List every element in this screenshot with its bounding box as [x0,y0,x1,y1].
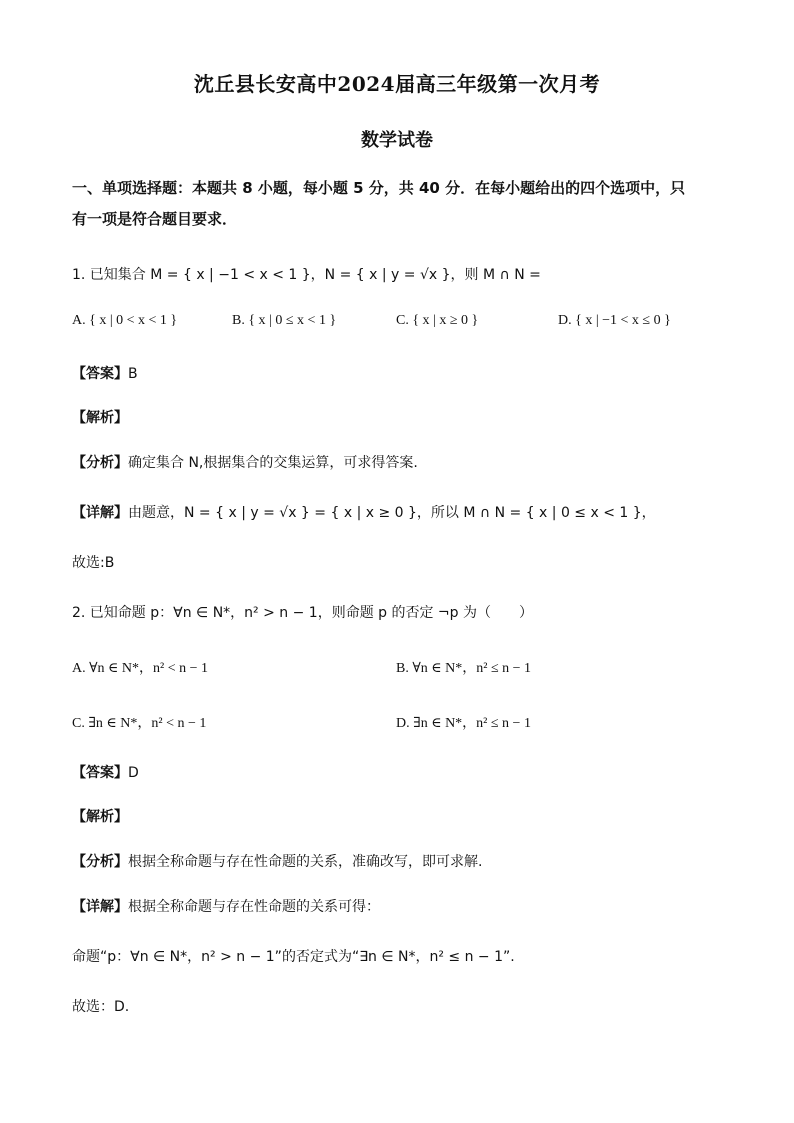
q1-answer-line [72,363,138,383]
q2-conclusion: 故选：D. [72,999,130,1015]
section-heading-line2: 有一项是符合题目要求． [72,210,238,228]
section-heading-line1: 一、单项选择题：本题共 8 小题，每小题 5 分，共 40 分．在每小题给出的四个选项中，只 [72,179,686,197]
q2-option-c: C. ∃n ∈ N*，n² < n − 1 [72,716,207,731]
q1-option-d: D. { x | −1 < x ≤ 0 } [558,313,671,328]
q1-analysis-heading: 【解析】 [72,410,128,426]
q1-analysis-line [72,452,418,472]
q2-answer: D [128,765,139,781]
q2-stem: 2. 已知命题 p：∀n ∈ N*，n² > n − 1，则命题 p 的否定 ¬p 为（ ） [72,605,533,621]
q2-detail-line2: 命题“p：∀n ∈ N*，n² > n − 1”的否定式为“∃n ∈ N*，n² ≤ n − 1”. [72,949,515,965]
q2-analysis-tag: 【分析】 [72,854,128,870]
q2-analysis-line [72,851,482,871]
page-title: 沈丘县长安高中2024届高三年级第一次月考 [193,72,601,96]
q1-answer: B [128,366,138,382]
q2-analysis: 根据全称命题与存在性命题的关系，准确改写，即可求解. [128,854,483,870]
q2-option-a: A. ∀n ∈ N*，n² < n − 1 [72,661,209,676]
q2-answer-tag: 【答案】 [72,765,128,781]
q1-conclusion: 故选:B [72,555,115,571]
page-subtitle: 数学试卷 [361,130,433,151]
q1-analysis: 确定集合 N,根据集合的交集运算，可求得答案. [128,455,418,471]
q1-detail-tag: 【详解】 [72,505,128,521]
q2-analysis-heading: 【解析】 [72,809,128,825]
q1-option-a: A. { x | 0 < x < 1 } [72,313,178,328]
q2-detail-tag: 【详解】 [72,899,128,915]
q1-option-c: C. { x | x ≥ 0 } [396,313,479,328]
q1-answer-tag: 【答案】 [72,366,128,382]
q2-answer-line [72,762,139,782]
q2-option-b: B. ∀n ∈ N*，n² ≤ n − 1 [396,661,532,676]
q1-analysis-tag: 【分析】 [72,455,128,471]
q2-detail: 根据全称命题与存在性命题的关系可得： [128,899,380,915]
q2-detail-line [72,896,380,916]
q1-detail-line [72,502,656,522]
q1-detail: 由题意，N = { x | y = √x } = { x | x ≥ 0 }，所以 M ∩ N = { x | 0 ≤ x < 1 }， [128,505,656,521]
q1-stem: 1. 已知集合 M = { x | −1 < x < 1 }，N = { x | y = √x }，则 M ∩ N = [72,267,541,283]
q2-option-d: D. ∃n ∈ N*，n² ≤ n − 1 [396,716,531,731]
q1-option-b: B. { x | 0 ≤ x < 1 } [232,313,337,328]
